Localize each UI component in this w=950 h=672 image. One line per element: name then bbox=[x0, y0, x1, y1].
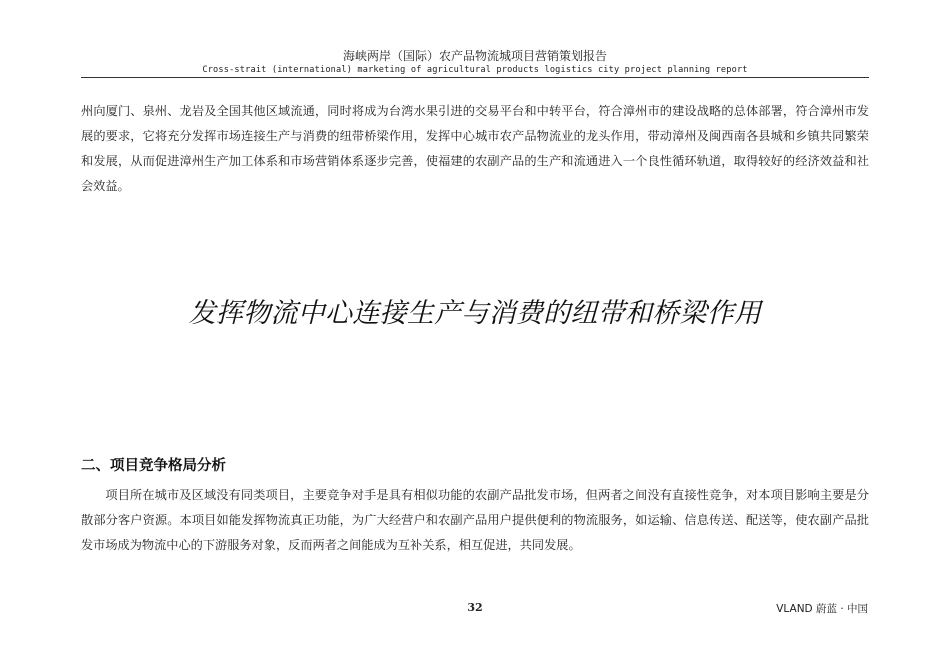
header-subtitle: Cross-strait (international) marketing of agricultural products logistics city project planning report bbox=[202, 65, 748, 75]
body-paragraph-2: 项目所在城市及区域没有同类项目，主要竞争对手是具有相似功能的农副产品批发市场，但两者之间没有直接性竞争，对本项目影响主要是分散部分客户资源。本项目如能发挥物流真正功能，为广大经营户和农副产品用户提供便利的物流服务，如运输、信息传送、配送等，使农副产品批发市场成为物流中心的下游服务对象，反而两者之间能成为互补关系，相互促进，共同发展。 bbox=[81, 488, 869, 552]
section-heading: 二、项目竞争格局分析 bbox=[81, 458, 226, 474]
footer-brand: VLAND 蔚蓝 · 中国 bbox=[776, 603, 868, 615]
header-divider bbox=[81, 77, 869, 78]
header-title: 海峡两岸（国际）农产品物流城项目营销策划报告 bbox=[342, 49, 607, 63]
body-paragraph-1: 州向厦门、泉州、龙岩及全国其他区域流通，同时将成为台湾水果引进的交易平台和中转平台，符合漳州市的建设战略的总体部署，符合漳州市发展的要求，它将充分发挥市场连接生产与消费的纽带桥梁作用，发挥中心城市农产品物流业的龙头作用，带动漳州及闽西南各县城和乡镇共同繁荣和发展，从而促进漳州生产加工体系和市场营销体系逐步完善，使福建的农副产品的生产和流通进入一个良性循环轨道，取得较好的经济效益和社会效益。 bbox=[81, 104, 869, 193]
feature-heading: 发挥物流中心连接生产与消费的纽带和桥梁作用 bbox=[188, 298, 762, 329]
page-number: 32 bbox=[467, 601, 483, 614]
